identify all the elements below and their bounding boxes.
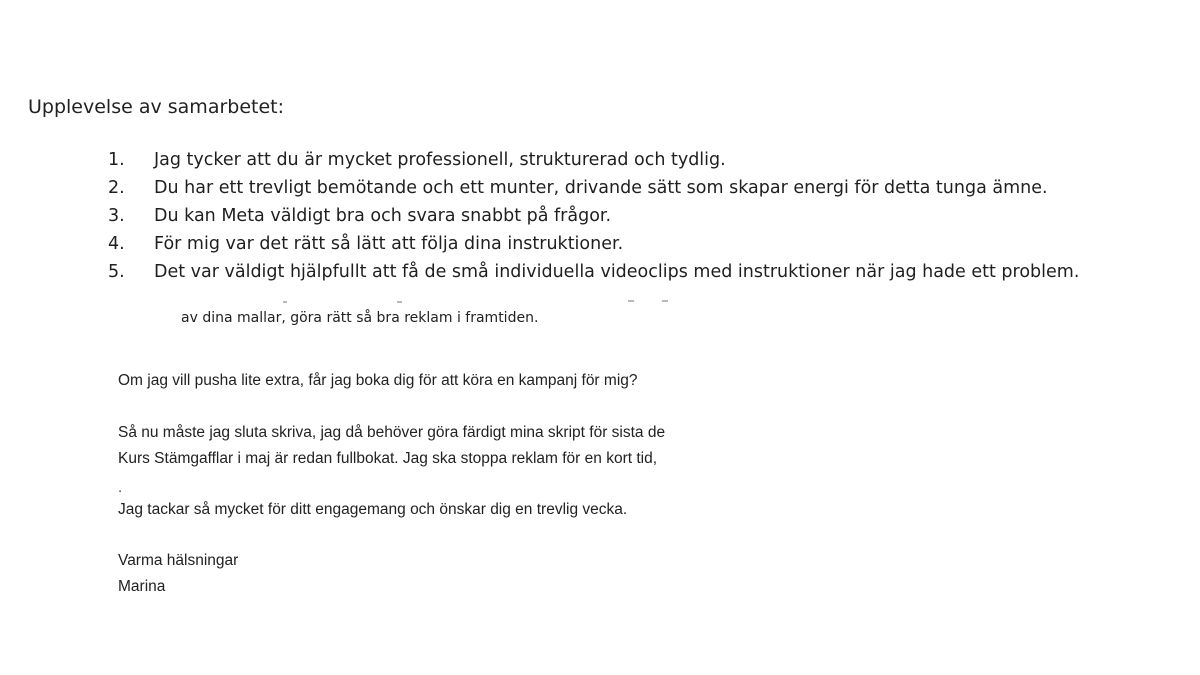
crop-artifact <box>628 300 634 302</box>
list-text: Jag tycker att du är mycket professionell, strukturerad och tydlig. <box>154 150 726 170</box>
list-item <box>108 174 1079 202</box>
section-heading: Upplevelse av samarbetet: <box>28 96 285 118</box>
email-line: Så nu måste jag sluta skriva, jag då behöver göra färdigt mina skript för sista de <box>118 424 666 441</box>
email-thanks: Jag tackar så mycket för ditt engagemang och önskar dig en trevlig vecka. <box>118 501 628 518</box>
list-item <box>108 202 1079 230</box>
list-text: Du har ett trevligt bemötande och ett munter, drivande sätt som skapar energi för detta tunga ämne. <box>154 178 1048 198</box>
list-number: 4. <box>108 234 125 254</box>
list-text: För mig var det rätt så lätt att följa dina instruktioner. <box>154 234 624 254</box>
list-number: 2. <box>108 178 125 198</box>
crop-artifact <box>283 301 287 303</box>
list-text: Det var väldigt hjälpfullt att få de små individuella videoclips med instruktioner när jag hade ett problem. <box>154 262 1080 282</box>
list-item <box>108 146 1079 174</box>
list-number: 3. <box>108 206 125 226</box>
list-number: 5. <box>108 262 125 282</box>
list-item <box>108 230 1079 258</box>
list-text: Du kan Meta väldigt bra och svara snabbt på frågor. <box>154 206 612 226</box>
list-item <box>108 258 1079 286</box>
email-question: Om jag vill pusha lite extra, får jag boka dig för att köra en kampanj för mig? <box>118 372 638 389</box>
email-signature: Marina <box>118 578 166 595</box>
crop-artifact <box>397 301 402 303</box>
feedback-list <box>108 146 1079 286</box>
list-number: 1. <box>108 150 125 170</box>
crop-artifact <box>662 300 668 302</box>
stray-dot: . <box>118 479 123 496</box>
email-line: Kurs Stämgafflar i maj är redan fullbokat. Jag ska stoppa reklam för en kort tid, <box>118 450 658 467</box>
email-greeting: Varma hälsningar <box>118 552 239 569</box>
cropped-text-fragment: av dina mallar, göra rätt så bra reklam i framtiden. <box>181 310 539 326</box>
